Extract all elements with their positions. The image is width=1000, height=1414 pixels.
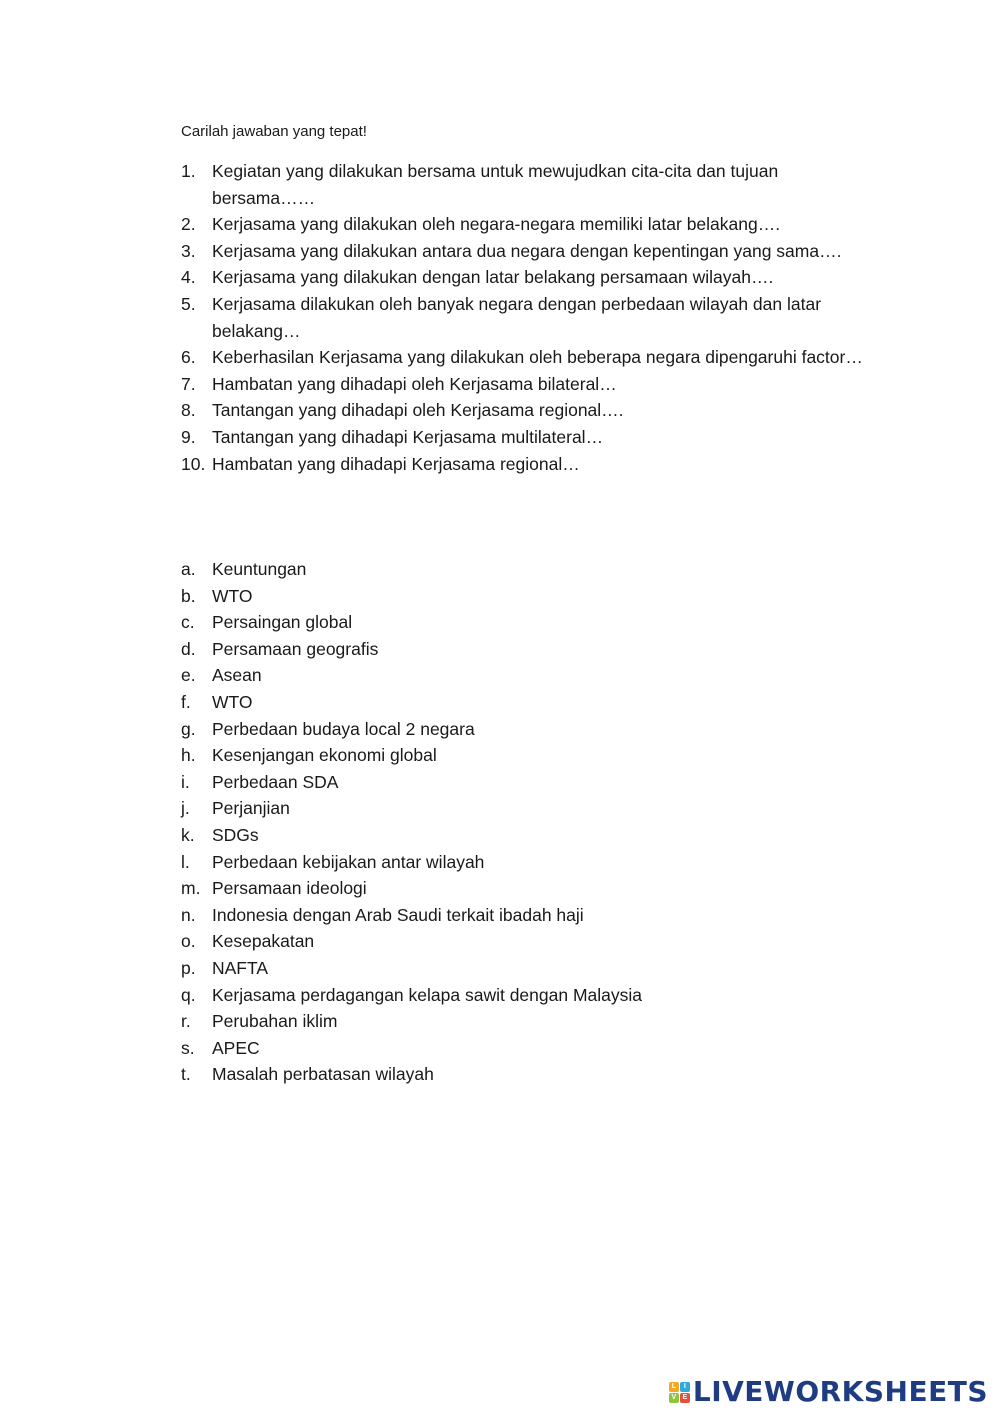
- question-item: [181, 238, 881, 265]
- liveworksheets-logo[interactable]: [669, 1375, 988, 1408]
- answer-item: [181, 928, 881, 955]
- answer-letter: a.: [181, 559, 196, 579]
- answer-letter: e.: [181, 665, 196, 686]
- answer-text: Kesenjangan ekonomi global: [212, 745, 437, 766]
- answer-text: Perjanjian: [212, 798, 290, 819]
- question-item: [181, 424, 881, 451]
- answer-letter: d.: [181, 638, 196, 659]
- question-text: Hambatan yang dihadapi Kerjasama regional…: [212, 453, 580, 474]
- question-item: [181, 451, 881, 478]
- answer-text: NAFTA: [212, 957, 269, 978]
- logo-text: LIVEWORKSHEETS: [692, 1375, 988, 1408]
- answer-text: Persaingan global: [212, 612, 353, 633]
- question-item: [181, 344, 881, 371]
- answer-text: Persamaan ideologi: [212, 878, 367, 899]
- question-number: 7.: [181, 373, 196, 394]
- answer-item: [181, 583, 881, 610]
- answer-letter: k.: [181, 824, 195, 845]
- answer-item: [181, 822, 881, 849]
- question-text: Keberhasilan Kerjasama yang dilakukan oleh beberapa negara dipengaruhi factor…: [212, 347, 863, 368]
- question-text: Kerjasama yang dilakukan oleh negara-negara memiliki latar belakang….: [212, 214, 781, 235]
- answer-letter: c.: [181, 612, 195, 633]
- question-text: Kerjasama yang dilakukan antara dua negara dengan kepentingan yang sama….: [212, 240, 842, 261]
- answer-item: [181, 849, 881, 876]
- answer-item: [181, 1035, 881, 1062]
- answer-text: Perbedaan budaya local 2 negara: [212, 718, 475, 739]
- answer-letter: g.: [181, 718, 196, 739]
- answer-text: Indonesia dengan Arab Saudi terkait ibadah haji: [212, 904, 584, 925]
- question-item: [181, 397, 881, 424]
- answer-letter: i.: [181, 771, 190, 792]
- answer-letter: l.: [181, 851, 190, 872]
- answer-letter: n.: [181, 904, 196, 925]
- question-number: 9.: [181, 426, 196, 447]
- answer-text: Keuntungan: [212, 559, 307, 579]
- answer-text: Perubahan iklim: [212, 1011, 338, 1032]
- answer-item: [181, 636, 881, 663]
- answer-text: Asean: [212, 665, 262, 686]
- answer-item: [181, 662, 881, 689]
- question-item: [181, 158, 881, 211]
- question-number: 5.: [181, 293, 196, 314]
- logo-mark-tile: V: [669, 1393, 679, 1403]
- answer-item: [181, 955, 881, 982]
- question-number: 4.: [181, 267, 196, 288]
- liveworksheets-mark-icon: [669, 1382, 690, 1403]
- answer-text: WTO: [212, 585, 253, 606]
- answer-letter: o.: [181, 931, 196, 952]
- answer-letter: s.: [181, 1037, 195, 1058]
- answer-item: [181, 716, 881, 743]
- answer-item: [181, 609, 881, 636]
- answer-letter: t.: [181, 1064, 191, 1085]
- answer-item: [181, 1061, 881, 1088]
- answer-text: Perbedaan SDA: [212, 771, 339, 792]
- answer-text: WTO: [212, 691, 253, 712]
- answer-letter: f.: [181, 691, 191, 712]
- question-item: [181, 264, 881, 291]
- answer-letter: r.: [181, 1011, 191, 1032]
- logo-mark-tile: E: [680, 1393, 690, 1403]
- answer-item: [181, 556, 881, 583]
- answer-text: SDGs: [212, 824, 259, 845]
- question-item: [181, 291, 881, 344]
- answer-letter: j.: [181, 798, 190, 819]
- question-number: 6.: [181, 347, 196, 368]
- logo-mark-tile: L: [669, 1382, 679, 1392]
- answer-letter: m.: [181, 878, 201, 899]
- answer-text: APEC: [212, 1037, 260, 1058]
- question-number: 2.: [181, 214, 196, 235]
- answer-text: Perbedaan kebijakan antar wilayah: [212, 851, 485, 872]
- question-text: Kerjasama dilakukan oleh banyak negara dengan perbedaan wilayah dan latar belakang…: [212, 293, 822, 341]
- answer-item: [181, 689, 881, 716]
- answer-text: Masalah perbatasan wilayah: [212, 1064, 434, 1085]
- question-number: 10.: [181, 453, 206, 474]
- answer-list: [181, 556, 881, 1088]
- question-number: 3.: [181, 240, 196, 261]
- answer-letter: q.: [181, 984, 196, 1005]
- answer-text: Kerjasama perdagangan kelapa sawit dengan Malaysia: [212, 984, 642, 1005]
- answer-text: Persamaan geografis: [212, 638, 379, 659]
- question-number: 1.: [181, 161, 196, 181]
- question-text: Tantangan yang dihadapi oleh Kerjasama regional….: [212, 400, 624, 421]
- question-item: [181, 371, 881, 398]
- question-text: Hambatan yang dihadapi oleh Kerjasama bilateral…: [212, 373, 617, 394]
- logo-mark-tile: I: [680, 1382, 690, 1392]
- question-item: [181, 211, 881, 238]
- answer-item: [181, 875, 881, 902]
- answer-item: [181, 769, 881, 796]
- answer-item: [181, 982, 881, 1009]
- instruction-text: Carilah jawaban yang tepat!: [181, 123, 367, 140]
- question-number: 8.: [181, 400, 196, 421]
- answer-text: Kesepakatan: [212, 931, 315, 952]
- question-text: Tantangan yang dihadapi Kerjasama multilateral…: [212, 426, 604, 447]
- question-text: Kegiatan yang dilakukan bersama untuk mewujudkan cita-cita dan tujuan bersama……: [212, 161, 779, 208]
- answer-letter: h.: [181, 745, 196, 766]
- question-list: [181, 158, 881, 477]
- answer-letter: p.: [181, 957, 196, 978]
- answer-item: [181, 1008, 881, 1035]
- answer-item: [181, 795, 881, 822]
- answer-letter: b.: [181, 585, 196, 606]
- question-text: Kerjasama yang dilakukan dengan latar belakang persamaan wilayah….: [212, 267, 774, 288]
- answer-item: [181, 742, 881, 769]
- answer-item: [181, 902, 881, 929]
